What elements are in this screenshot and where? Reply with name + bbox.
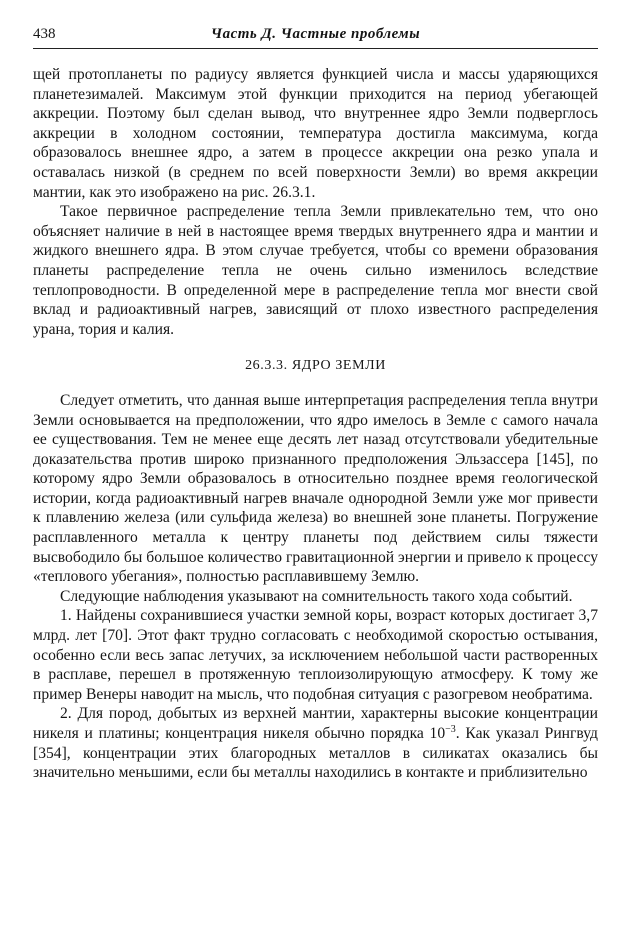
paragraph-heat-distribution: Такое первичное распределение тепла Земли привлекательно тем, что оно объясняет наличие в ней в настоящее время твердых внутреннего ядра и мантии и жидкого внешнего ядра. В этом случае требуется, чтобы со времени образования планеты распределение тепла не очень сильно изменилось вследствие теплопроводности. В определенной мере в распределение тепла мог внести свой вклад и радиоактивный нагрев, зависящий от плохо известного распределения урана, тория и калия.: [33, 203, 598, 338]
page-header: [33, 24, 598, 46]
page-number: 438: [33, 26, 56, 42]
section-title: 26.3.3. ЯДРО ЗЕМЛИ: [245, 358, 386, 374]
paragraph-core-hypothesis: Следует отметить, что данная выше интерпретация распределения тепла внутри Земли основывается на предположении, что ядро имелось в Земле с самого начала ее существования. Тем не менее еще десять лет назад отсутствовали убедительные доказательства против широко признанного предположения Эльзассера [145], по которому ядро Земли образовалось в относительно позднее время геологической истории, когда радиоактивный нагрев вначале однородной Земли уже мог привести к плавлению железа (или сульфида железа) во внешней зоне планеты. Погружение расплавленного металла к центру планеты под действием силы тяжести высвободило бы большое количество гравитационной энергии и привело к процессу «теплового убегания», полностью расплавившему Землю.: [33, 391, 598, 586]
observation-2-text-a: 2. Для пород, добытых из верхней мантии, характерны высокие концентрации никеля и платины; концентрация никеля обычно порядка 10: [33, 705, 598, 742]
observation-2-text-b: . Как указал Рингвуд [354], концентрации этих благородных металлов в силикатах оказались бы значительно меньшими, если бы металлы находились в контакте и приблизительно: [33, 725, 598, 782]
paragraph-observations-intro: Следующие наблюдения указывают на сомнительность такого хода событий.: [60, 587, 573, 605]
paragraph-observation-2: [33, 704, 598, 782]
paragraph-continued: щей протопланеты по радиусу является функцией числа и массы ударяющихся планетезималей. Максимум этой функции приходится на период убегающей аккреции. Поэтому был сделан вывод, что внутреннее ядро Земли подверглось аккреции в холодном состоянии, температура достигла максимума, когда образовалось внешнее ядро, а затем в процессе аккреции она резко упала и оставалась низкой (в среднем по всей поверхности Земли) во время аккреции мантии, как это изображено на рис. 26.3.1.: [33, 66, 598, 201]
paragraph-observation-1: 1. Найдены сохранившиеся участки земной коры, возраст которых достигает 3,7 млрд. лет [70]. Этот факт трудно согласовать с необходимой скоростью остывания, особенно если весь запас летучих, за исключением небольшой части растворенных в расплаве, перешел в протяженную теплоизолирующую атмосферу. К тому же пример Венеры наводит на мысль, что подобная ситуация с разогревом необратима.: [33, 607, 598, 703]
page-body: [33, 65, 598, 783]
header-rule: [33, 48, 598, 49]
running-head: Часть Д. Частные проблемы: [210, 26, 421, 42]
exponent: −3: [445, 723, 456, 735]
